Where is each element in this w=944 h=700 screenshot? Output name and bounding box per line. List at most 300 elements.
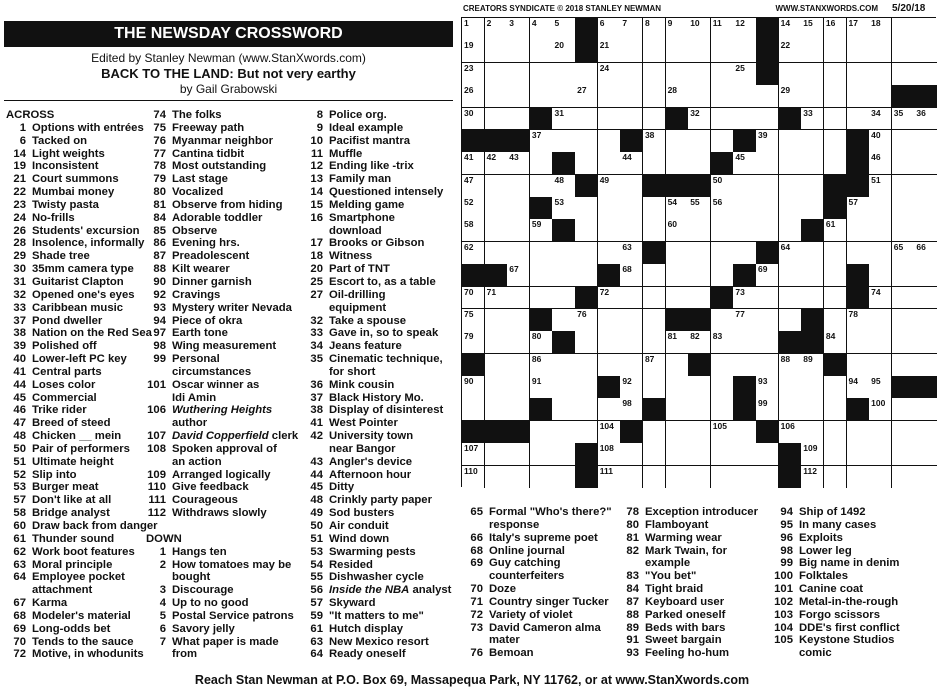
- grid-cell[interactable]: [801, 264, 824, 287]
- grid-cell[interactable]: [485, 287, 508, 310]
- grid-cell[interactable]: [914, 398, 937, 421]
- grid-cell[interactable]: [507, 197, 530, 220]
- grid-cell[interactable]: [598, 421, 621, 444]
- grid-cell[interactable]: [620, 242, 643, 265]
- grid-cell[interactable]: [666, 85, 689, 108]
- grid-cell[interactable]: [552, 242, 575, 265]
- grid-cell[interactable]: [801, 466, 824, 488]
- grid-cell[interactable]: [892, 331, 915, 354]
- grid-cell[interactable]: [688, 242, 711, 265]
- grid-cell[interactable]: [711, 108, 734, 131]
- grid-cell[interactable]: [575, 331, 598, 354]
- grid-cell[interactable]: [779, 264, 802, 287]
- grid-cell[interactable]: [756, 85, 779, 108]
- grid-cell[interactable]: [733, 18, 756, 41]
- grid-cell[interactable]: [643, 197, 666, 220]
- grid-cell[interactable]: [779, 40, 802, 63]
- grid-cell[interactable]: [598, 287, 621, 310]
- grid-cell[interactable]: [756, 331, 779, 354]
- grid-cell[interactable]: [485, 108, 508, 131]
- grid-cell[interactable]: [643, 331, 666, 354]
- grid-cell[interactable]: [620, 376, 643, 399]
- grid-cell[interactable]: [688, 40, 711, 63]
- grid-cell[interactable]: [914, 197, 937, 220]
- grid-cell[interactable]: [575, 85, 598, 108]
- grid-cell[interactable]: [462, 18, 485, 41]
- grid-cell[interactable]: [869, 354, 892, 377]
- grid-cell[interactable]: [688, 63, 711, 86]
- grid-cell[interactable]: [914, 130, 937, 153]
- grid-cell[interactable]: [914, 331, 937, 354]
- grid-cell[interactable]: [847, 18, 870, 41]
- grid-cell[interactable]: [733, 108, 756, 131]
- grid-cell[interactable]: [462, 398, 485, 421]
- grid-cell[interactable]: [779, 219, 802, 242]
- grid-cell[interactable]: [847, 40, 870, 63]
- grid-cell[interactable]: [485, 63, 508, 86]
- grid-cell[interactable]: [666, 376, 689, 399]
- grid-cell[interactable]: [643, 40, 666, 63]
- grid-cell[interactable]: [507, 376, 530, 399]
- grid-cell[interactable]: [779, 309, 802, 332]
- grid-cell[interactable]: [507, 287, 530, 310]
- grid-cell[interactable]: [507, 108, 530, 131]
- grid-cell[interactable]: [643, 108, 666, 131]
- grid-cell[interactable]: [711, 175, 734, 198]
- grid-cell[interactable]: [847, 108, 870, 131]
- grid-cell[interactable]: [620, 40, 643, 63]
- grid-cell[interactable]: [779, 18, 802, 41]
- grid-cell[interactable]: [462, 40, 485, 63]
- grid-cell[interactable]: [801, 242, 824, 265]
- grid-cell[interactable]: [801, 287, 824, 310]
- grid-cell[interactable]: [847, 331, 870, 354]
- grid-cell[interactable]: [801, 152, 824, 175]
- grid-cell[interactable]: [892, 287, 915, 310]
- grid-cell[interactable]: [892, 398, 915, 421]
- grid-cell[interactable]: [598, 108, 621, 131]
- grid-cell[interactable]: [892, 152, 915, 175]
- grid-cell[interactable]: [530, 130, 553, 153]
- grid-cell[interactable]: [847, 466, 870, 488]
- grid-cell[interactable]: [485, 175, 508, 198]
- grid-cell[interactable]: [462, 287, 485, 310]
- grid-cell[interactable]: [847, 376, 870, 399]
- grid-cell[interactable]: [620, 466, 643, 488]
- grid-cell[interactable]: [824, 18, 847, 41]
- grid-cell[interactable]: [575, 108, 598, 131]
- grid-cell[interactable]: [801, 63, 824, 86]
- grid-cell[interactable]: [575, 354, 598, 377]
- grid-cell[interactable]: [914, 287, 937, 310]
- grid-cell[interactable]: [620, 197, 643, 220]
- grid-cell[interactable]: [575, 376, 598, 399]
- grid-cell[interactable]: [779, 152, 802, 175]
- grid-cell[interactable]: [733, 152, 756, 175]
- grid-cell[interactable]: [779, 130, 802, 153]
- grid-cell[interactable]: [530, 354, 553, 377]
- grid-cell[interactable]: [892, 421, 915, 444]
- grid-cell[interactable]: [914, 421, 937, 444]
- grid-cell[interactable]: [869, 287, 892, 310]
- grid-cell[interactable]: [462, 331, 485, 354]
- grid-cell[interactable]: [869, 63, 892, 86]
- grid-cell[interactable]: [485, 466, 508, 488]
- grid-cell[interactable]: [892, 466, 915, 488]
- grid-cell[interactable]: [711, 466, 734, 488]
- grid-cell[interactable]: [711, 331, 734, 354]
- grid-cell[interactable]: [711, 85, 734, 108]
- grid-cell[interactable]: [869, 18, 892, 41]
- grid-cell[interactable]: [711, 63, 734, 86]
- grid-cell[interactable]: [711, 40, 734, 63]
- grid-cell[interactable]: [666, 331, 689, 354]
- grid-cell[interactable]: [869, 197, 892, 220]
- grid-cell[interactable]: [869, 85, 892, 108]
- grid-cell[interactable]: [688, 152, 711, 175]
- grid-cell[interactable]: [801, 85, 824, 108]
- grid-cell[interactable]: [575, 219, 598, 242]
- grid-cell[interactable]: [598, 175, 621, 198]
- grid-cell[interactable]: [892, 219, 915, 242]
- grid-cell[interactable]: [485, 331, 508, 354]
- grid-cell[interactable]: [462, 108, 485, 131]
- grid-cell[interactable]: [507, 398, 530, 421]
- grid-cell[interactable]: [756, 130, 779, 153]
- grid-cell[interactable]: [711, 376, 734, 399]
- grid-cell[interactable]: [824, 130, 847, 153]
- grid-cell[interactable]: [666, 18, 689, 41]
- grid-cell[interactable]: [869, 152, 892, 175]
- grid-cell[interactable]: [801, 354, 824, 377]
- grid-cell[interactable]: [733, 175, 756, 198]
- grid-cell[interactable]: [869, 242, 892, 265]
- grid-cell[interactable]: [666, 466, 689, 488]
- grid-cell[interactable]: [756, 264, 779, 287]
- grid-cell[interactable]: [598, 242, 621, 265]
- grid-cell[interactable]: [530, 421, 553, 444]
- grid-cell[interactable]: [620, 63, 643, 86]
- grid-cell[interactable]: [914, 63, 937, 86]
- grid-cell[interactable]: [643, 466, 666, 488]
- grid-cell[interactable]: [666, 421, 689, 444]
- grid-cell[interactable]: [711, 18, 734, 41]
- grid-cell[interactable]: [485, 40, 508, 63]
- grid-cell[interactable]: [552, 398, 575, 421]
- grid-cell[interactable]: [779, 242, 802, 265]
- grid-cell[interactable]: [779, 197, 802, 220]
- grid-cell[interactable]: [711, 421, 734, 444]
- grid-cell[interactable]: [552, 443, 575, 466]
- grid-cell[interactable]: [914, 264, 937, 287]
- grid-cell[interactable]: [598, 331, 621, 354]
- grid-cell[interactable]: [462, 85, 485, 108]
- grid-cell[interactable]: [643, 354, 666, 377]
- grid-cell[interactable]: [711, 354, 734, 377]
- grid-cell[interactable]: [869, 466, 892, 488]
- grid-cell[interactable]: [643, 18, 666, 41]
- grid-cell[interactable]: [801, 421, 824, 444]
- grid-cell[interactable]: [507, 219, 530, 242]
- grid-cell[interactable]: [462, 443, 485, 466]
- grid-cell[interactable]: [824, 63, 847, 86]
- grid-cell[interactable]: [485, 443, 508, 466]
- grid-cell[interactable]: [824, 85, 847, 108]
- grid-cell[interactable]: [598, 63, 621, 86]
- grid-cell[interactable]: [462, 197, 485, 220]
- grid-cell[interactable]: [914, 466, 937, 488]
- grid-cell[interactable]: [733, 63, 756, 86]
- grid-cell[interactable]: [688, 331, 711, 354]
- grid-cell[interactable]: [530, 152, 553, 175]
- grid-cell[interactable]: [824, 309, 847, 332]
- grid-cell[interactable]: [507, 85, 530, 108]
- grid-cell[interactable]: [666, 398, 689, 421]
- grid-cell[interactable]: [847, 421, 870, 444]
- grid-cell[interactable]: [688, 219, 711, 242]
- grid-cell[interactable]: [507, 175, 530, 198]
- grid-cell[interactable]: [688, 421, 711, 444]
- grid-cell[interactable]: [598, 219, 621, 242]
- grid-cell[interactable]: [620, 398, 643, 421]
- grid-cell[interactable]: [462, 175, 485, 198]
- grid-cell[interactable]: [598, 152, 621, 175]
- grid-cell[interactable]: [530, 40, 553, 63]
- grid-cell[interactable]: [756, 152, 779, 175]
- grid-cell[interactable]: [666, 40, 689, 63]
- grid-cell[interactable]: [756, 354, 779, 377]
- grid-cell[interactable]: [620, 443, 643, 466]
- grid-cell[interactable]: [688, 108, 711, 131]
- grid-cell[interactable]: [598, 398, 621, 421]
- grid-cell[interactable]: [779, 175, 802, 198]
- grid-cell[interactable]: [575, 398, 598, 421]
- grid-cell[interactable]: [869, 175, 892, 198]
- grid-cell[interactable]: [688, 130, 711, 153]
- grid-cell[interactable]: [620, 309, 643, 332]
- grid-cell[interactable]: [756, 398, 779, 421]
- grid-cell[interactable]: [666, 152, 689, 175]
- grid-cell[interactable]: [666, 130, 689, 153]
- grid-cell[interactable]: [824, 331, 847, 354]
- grid-cell[interactable]: [575, 421, 598, 444]
- grid-cell[interactable]: [801, 443, 824, 466]
- grid-cell[interactable]: [552, 466, 575, 488]
- grid-cell[interactable]: [598, 130, 621, 153]
- grid-cell[interactable]: [552, 376, 575, 399]
- grid-cell[interactable]: [756, 287, 779, 310]
- grid-cell[interactable]: [620, 85, 643, 108]
- grid-cell[interactable]: [688, 398, 711, 421]
- grid-cell[interactable]: [598, 197, 621, 220]
- grid-cell[interactable]: [552, 421, 575, 444]
- grid-cell[interactable]: [666, 197, 689, 220]
- grid-cell[interactable]: [666, 219, 689, 242]
- grid-cell[interactable]: [847, 354, 870, 377]
- grid-cell[interactable]: [733, 331, 756, 354]
- grid-cell[interactable]: [530, 443, 553, 466]
- grid-cell[interactable]: [643, 309, 666, 332]
- grid-cell[interactable]: [575, 309, 598, 332]
- grid-cell[interactable]: [711, 443, 734, 466]
- grid-cell[interactable]: [688, 376, 711, 399]
- grid-cell[interactable]: [552, 130, 575, 153]
- grid-cell[interactable]: [824, 287, 847, 310]
- grid-cell[interactable]: [462, 376, 485, 399]
- grid-cell[interactable]: [552, 108, 575, 131]
- grid-cell[interactable]: [507, 443, 530, 466]
- grid-cell[interactable]: [801, 175, 824, 198]
- grid-cell[interactable]: [552, 85, 575, 108]
- grid-cell[interactable]: [801, 18, 824, 41]
- grid-cell[interactable]: [620, 152, 643, 175]
- grid-cell[interactable]: [733, 40, 756, 63]
- grid-cell[interactable]: [620, 264, 643, 287]
- grid-cell[interactable]: [733, 421, 756, 444]
- grid-cell[interactable]: [530, 331, 553, 354]
- grid-cell[interactable]: [462, 466, 485, 488]
- grid-cell[interactable]: [869, 443, 892, 466]
- grid-cell[interactable]: [598, 18, 621, 41]
- grid-cell[interactable]: [892, 264, 915, 287]
- grid-cell[interactable]: [552, 287, 575, 310]
- grid-cell[interactable]: [824, 264, 847, 287]
- grid-cell[interactable]: [643, 63, 666, 86]
- grid-cell[interactable]: [733, 443, 756, 466]
- grid-cell[interactable]: [779, 85, 802, 108]
- grid-cell[interactable]: [847, 443, 870, 466]
- grid-cell[interactable]: [575, 264, 598, 287]
- grid-cell[interactable]: [552, 309, 575, 332]
- grid-cell[interactable]: [914, 152, 937, 175]
- grid-cell[interactable]: [643, 443, 666, 466]
- grid-cell[interactable]: [552, 175, 575, 198]
- grid-cell[interactable]: [824, 40, 847, 63]
- grid-cell[interactable]: [801, 398, 824, 421]
- grid-cell[interactable]: [688, 287, 711, 310]
- grid-cell[interactable]: [485, 242, 508, 265]
- grid-cell[interactable]: [756, 466, 779, 488]
- grid-cell[interactable]: [914, 40, 937, 63]
- grid-cell[interactable]: [711, 309, 734, 332]
- grid-cell[interactable]: [507, 63, 530, 86]
- grid-cell[interactable]: [485, 309, 508, 332]
- grid-cell[interactable]: [914, 219, 937, 242]
- grid-cell[interactable]: [756, 376, 779, 399]
- grid-cell[interactable]: [598, 85, 621, 108]
- grid-cell[interactable]: [485, 354, 508, 377]
- grid-cell[interactable]: [507, 331, 530, 354]
- grid-cell[interactable]: [801, 40, 824, 63]
- grid-cell[interactable]: [756, 309, 779, 332]
- grid-cell[interactable]: [892, 63, 915, 86]
- grid-cell[interactable]: [914, 242, 937, 265]
- grid-cell[interactable]: [801, 130, 824, 153]
- grid-cell[interactable]: [824, 421, 847, 444]
- grid-cell[interactable]: [847, 85, 870, 108]
- grid-cell[interactable]: [643, 376, 666, 399]
- grid-cell[interactable]: [914, 443, 937, 466]
- grid-cell[interactable]: [530, 376, 553, 399]
- grid-cell[interactable]: [507, 309, 530, 332]
- grid-cell[interactable]: [507, 466, 530, 488]
- grid-cell[interactable]: [733, 466, 756, 488]
- grid-cell[interactable]: [869, 108, 892, 131]
- grid-cell[interactable]: [892, 197, 915, 220]
- grid-cell[interactable]: [530, 264, 553, 287]
- grid-cell[interactable]: [507, 152, 530, 175]
- grid-cell[interactable]: [598, 40, 621, 63]
- grid-cell[interactable]: [666, 443, 689, 466]
- grid-cell[interactable]: [688, 18, 711, 41]
- grid-cell[interactable]: [756, 197, 779, 220]
- grid-cell[interactable]: [507, 242, 530, 265]
- grid-cell[interactable]: [688, 197, 711, 220]
- grid-cell[interactable]: [801, 108, 824, 131]
- grid-cell[interactable]: [575, 197, 598, 220]
- grid-cell[interactable]: [552, 264, 575, 287]
- grid-cell[interactable]: [869, 309, 892, 332]
- grid-cell[interactable]: [869, 219, 892, 242]
- grid-cell[interactable]: [869, 331, 892, 354]
- grid-cell[interactable]: [530, 85, 553, 108]
- grid-cell[interactable]: [598, 354, 621, 377]
- grid-cell[interactable]: [733, 309, 756, 332]
- grid-cell[interactable]: [507, 18, 530, 41]
- grid-cell[interactable]: [847, 242, 870, 265]
- grid-cell[interactable]: [620, 108, 643, 131]
- grid-cell[interactable]: [598, 443, 621, 466]
- grid-cell[interactable]: [462, 152, 485, 175]
- grid-cell[interactable]: [462, 242, 485, 265]
- grid-cell[interactable]: [666, 242, 689, 265]
- grid-cell[interactable]: [914, 175, 937, 198]
- grid-cell[interactable]: [643, 130, 666, 153]
- grid-cell[interactable]: [824, 466, 847, 488]
- grid-cell[interactable]: [779, 376, 802, 399]
- grid-cell[interactable]: [530, 219, 553, 242]
- grid-cell[interactable]: [598, 466, 621, 488]
- grid-cell[interactable]: [530, 63, 553, 86]
- grid-cell[interactable]: [643, 264, 666, 287]
- grid-cell[interactable]: [892, 175, 915, 198]
- grid-cell[interactable]: [552, 63, 575, 86]
- grid-cell[interactable]: [643, 219, 666, 242]
- grid-cell[interactable]: [711, 197, 734, 220]
- grid-cell[interactable]: [688, 264, 711, 287]
- grid-cell[interactable]: [779, 287, 802, 310]
- grid-cell[interactable]: [666, 287, 689, 310]
- grid-cell[interactable]: [507, 264, 530, 287]
- grid-cell[interactable]: [643, 287, 666, 310]
- grid-cell[interactable]: [869, 264, 892, 287]
- grid-cell[interactable]: [733, 219, 756, 242]
- grid-cell[interactable]: [892, 130, 915, 153]
- grid-cell[interactable]: [914, 108, 937, 131]
- grid-cell[interactable]: [575, 242, 598, 265]
- grid-cell[interactable]: [892, 108, 915, 131]
- grid-cell[interactable]: [598, 309, 621, 332]
- grid-cell[interactable]: [869, 130, 892, 153]
- grid-cell[interactable]: [462, 63, 485, 86]
- grid-cell[interactable]: [462, 309, 485, 332]
- grid-cell[interactable]: [575, 130, 598, 153]
- grid-cell[interactable]: [485, 219, 508, 242]
- grid-cell[interactable]: [711, 264, 734, 287]
- grid-cell[interactable]: [824, 219, 847, 242]
- grid-cell[interactable]: [733, 85, 756, 108]
- grid-cell[interactable]: [666, 63, 689, 86]
